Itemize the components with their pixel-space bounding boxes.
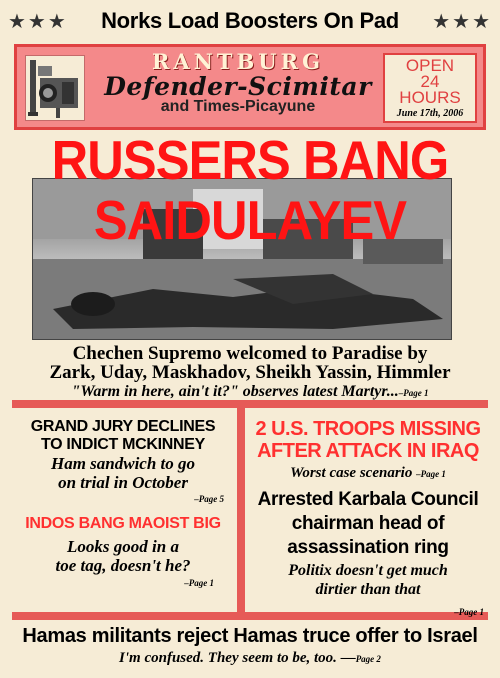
paper-subtitle: and Times-Picayune xyxy=(160,98,316,115)
open-hours-number: 24 xyxy=(420,72,440,91)
main-headline-line1: RUSSERS BANG xyxy=(51,129,449,191)
troops-page-ref[interactable]: –Page 1 xyxy=(416,469,446,479)
karbala-page-ref[interactable]: –Page 1 xyxy=(454,607,484,617)
indos-page-ref[interactable]: –Page 1 xyxy=(184,578,214,588)
karbala-deck: Politix doesn't get much dirtier than that xyxy=(288,562,448,598)
open-label: OPEN xyxy=(405,56,455,75)
main-headline-line2: SAIDULAYEV xyxy=(93,189,407,251)
caption-line1: Chechen Supremo welcomed to Paradise by xyxy=(72,343,428,364)
issue-date: June 17th, 2006 xyxy=(396,108,464,119)
bottom-dash: — xyxy=(340,650,356,666)
masthead xyxy=(14,44,486,130)
top-headline[interactable]: Norks Load Boosters On Pad xyxy=(101,8,399,33)
camera-icon xyxy=(25,55,85,121)
bottom-deck: I'm confused. They seem to be, too. —Page 2 xyxy=(119,650,381,666)
divider-top xyxy=(12,400,488,408)
mckinney-page-ref[interactable]: –Page 5 xyxy=(194,494,224,504)
mckinney-deck: Ham sandwich to go on trial in October xyxy=(50,454,196,492)
bottom-page-ref[interactable]: Page 2 xyxy=(355,654,381,664)
paper-title xyxy=(93,49,383,116)
lead-page-ref[interactable]: –Page 1 xyxy=(398,388,429,398)
right-column xyxy=(250,418,486,620)
indos-headline[interactable]: INDOS BANG MAOIST BIG xyxy=(25,515,221,532)
mckinney-headline[interactable]: GRAND JURY DECLINES TO INDICT MCKINNEY xyxy=(30,418,216,453)
open-hours-label: HOURS xyxy=(399,88,461,107)
divider-vertical xyxy=(237,408,245,612)
indos-deck: Looks good in a toe tag, doesn't he? xyxy=(55,537,191,575)
stars-left: ★★★ xyxy=(8,9,68,33)
troops-deck: Worst case scenario –Page 1 xyxy=(290,465,446,481)
stars-right: ★★★ xyxy=(432,9,492,33)
city-name: RANTBURG xyxy=(151,49,325,74)
caption-line2: Zark, Uday, Maskhadov, Sheikh Yassin, Himmler xyxy=(49,362,451,383)
caption-quote: "Warm in here, ain't it?" observes latest Martyr... xyxy=(71,383,399,400)
paper-name: Defender-Scimitar xyxy=(104,72,372,101)
main-headline[interactable] xyxy=(20,130,480,250)
left-column xyxy=(16,418,230,591)
bottom-headline[interactable]: Hamas militants reject Hamas truce offer to Israel xyxy=(22,625,478,647)
open-24-hours-box xyxy=(383,53,477,123)
top-banner xyxy=(0,0,500,44)
troops-headline[interactable]: 2 U.S. TROOPS MISSING AFTER ATTACK IN IRAQ xyxy=(255,418,481,462)
lead-caption xyxy=(20,344,480,402)
karbala-headline[interactable]: Arrested Karbala Council chairman head of assassination ring xyxy=(257,489,479,558)
